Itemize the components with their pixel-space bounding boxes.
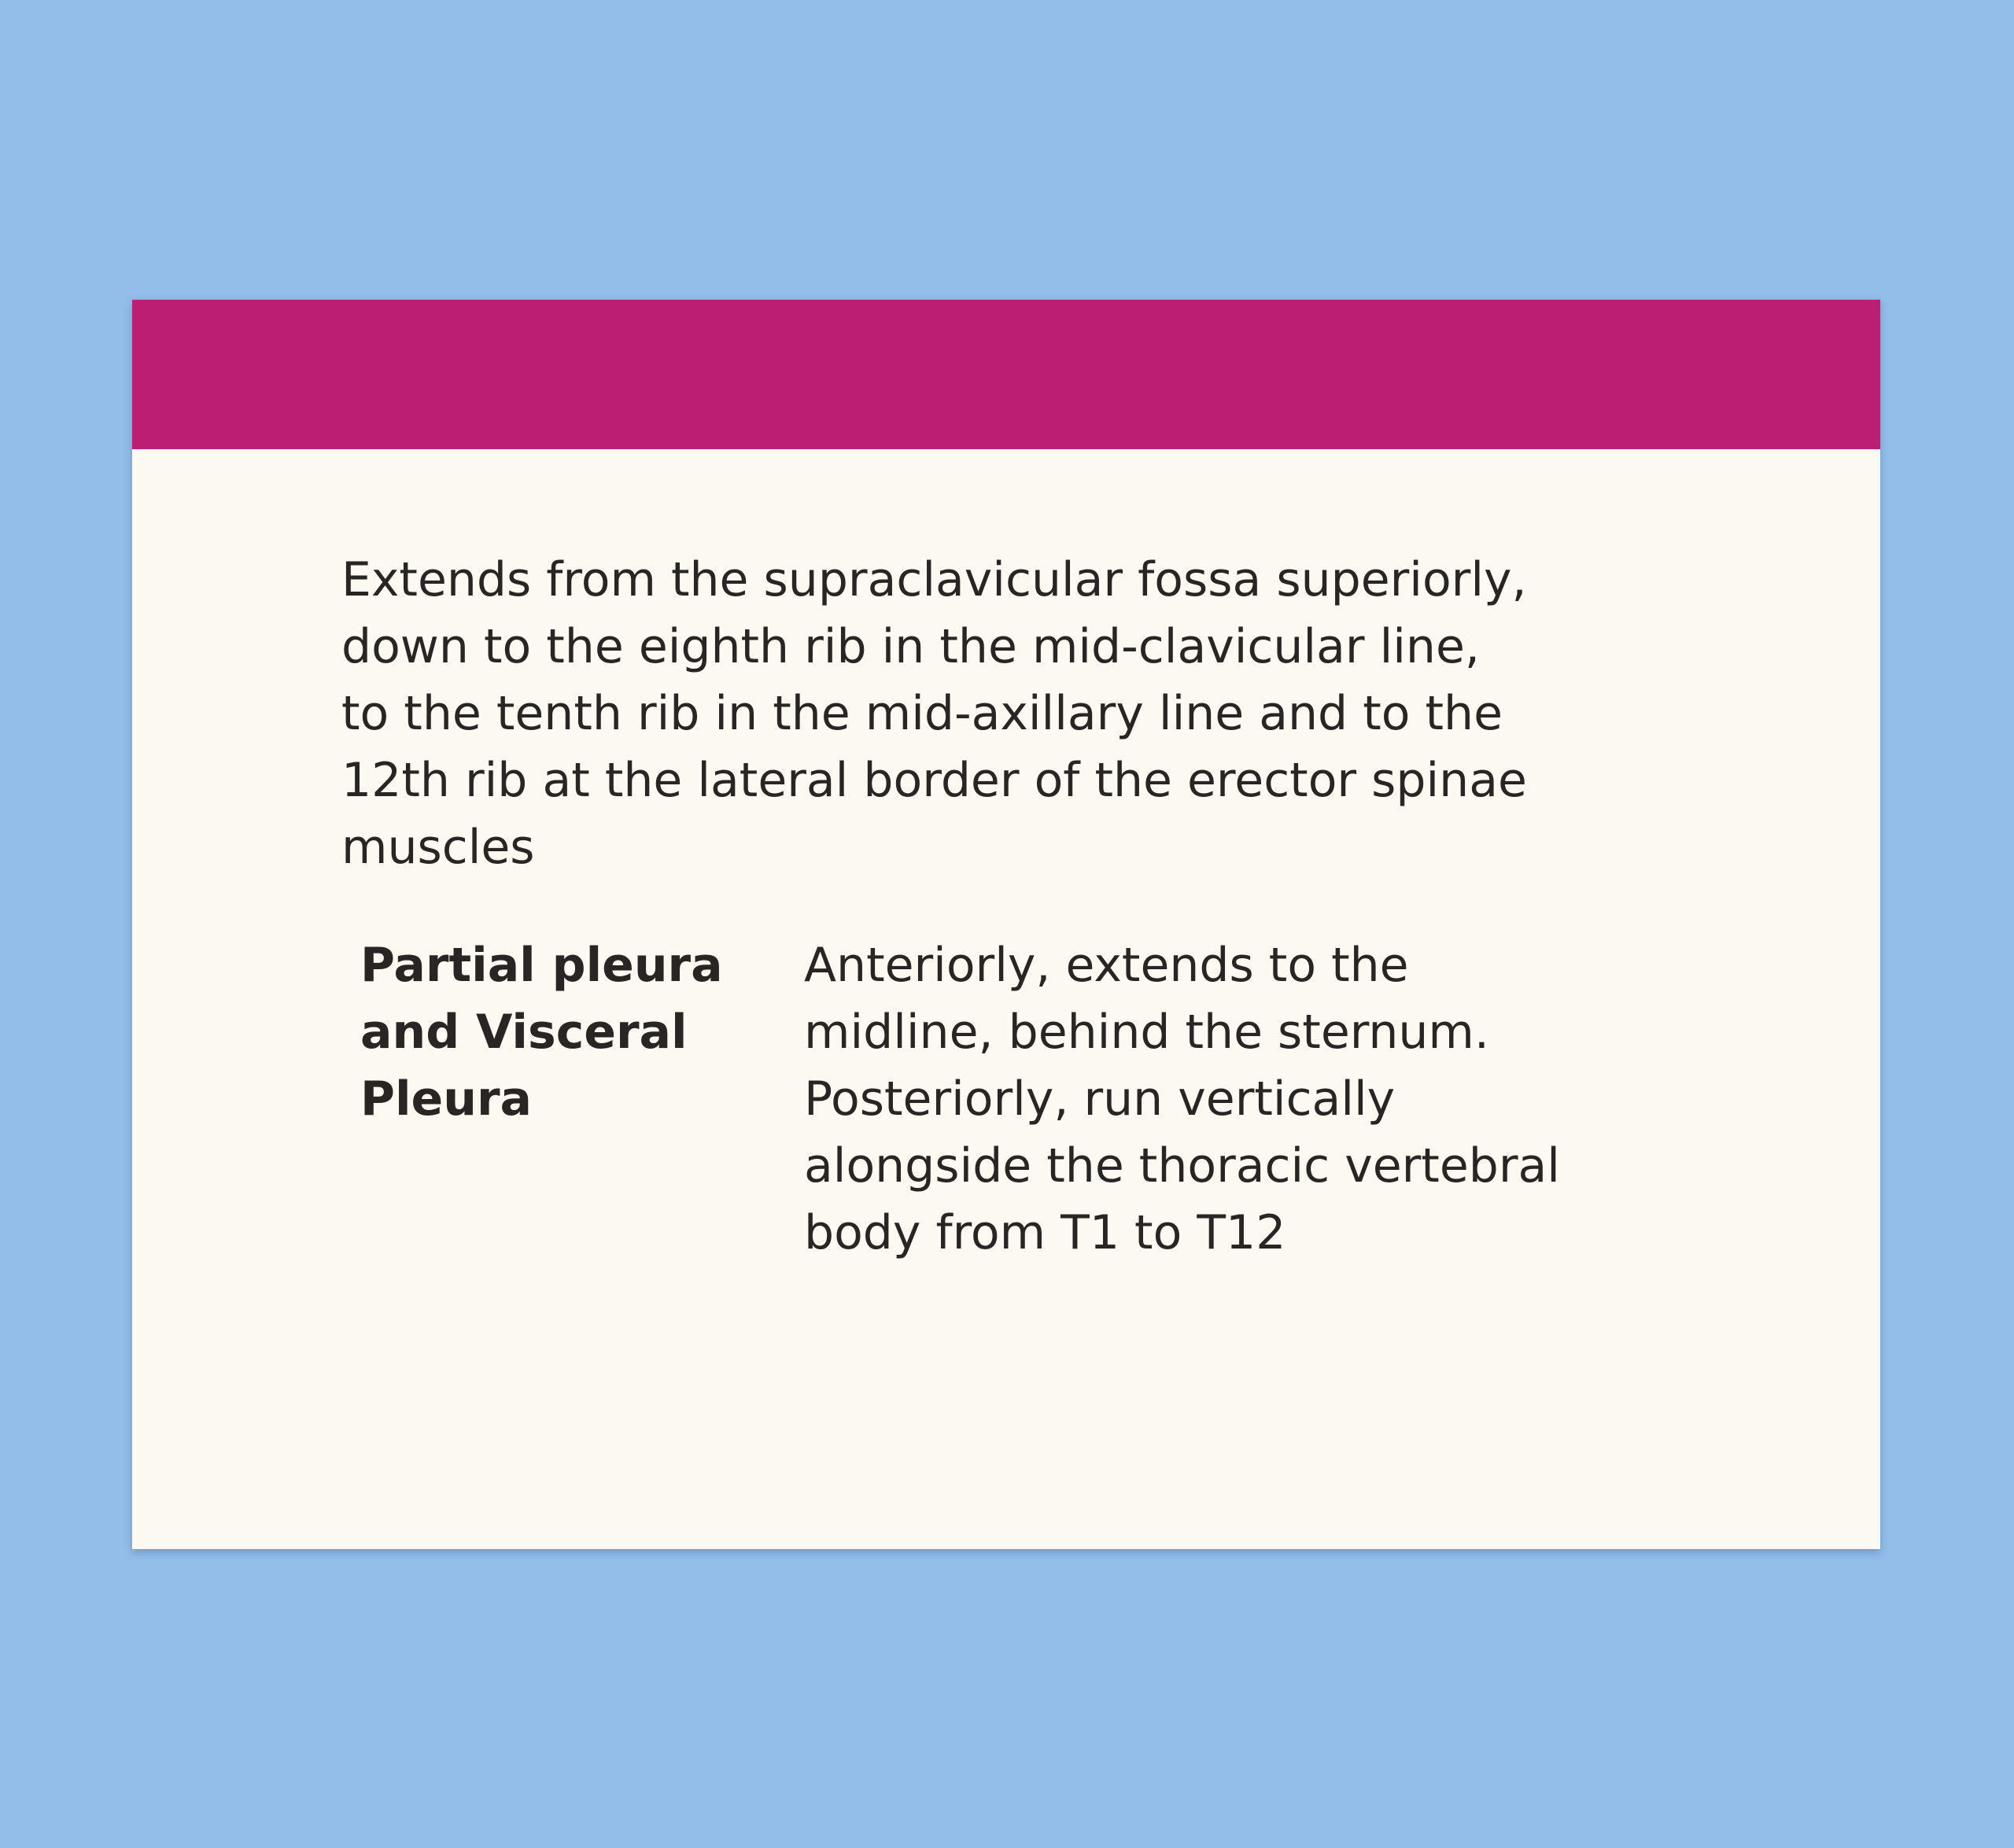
term-definition: Anteriorly, extends to the midline, behind the sternum. Posteriorly, run vertically alongside the thoracic vertebral body from T1 to T12	[804, 938, 1560, 1260]
card-header-bar	[132, 300, 1880, 449]
term-label: Partial pleura and Visceral Pleura	[360, 938, 723, 1127]
card-lead-text: Extends from the supraclavicular fossa superiorly, down to the eighth rib in the mid-clavicular line, to the tenth rib in the mid-axillary line and to the 12th rib at the lateral border of the erector spinae muscles	[341, 552, 1527, 875]
flashcard	[132, 300, 1880, 1549]
